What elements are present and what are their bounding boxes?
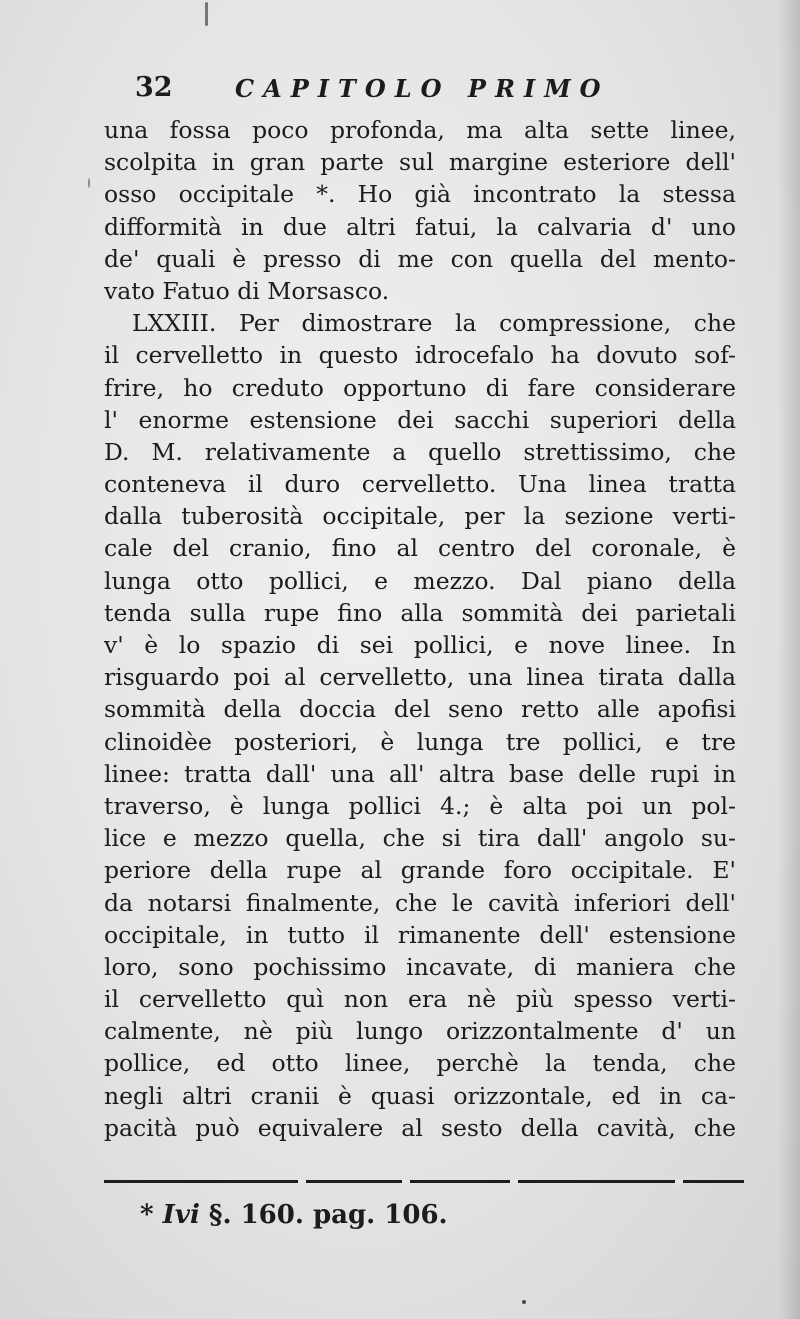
text-line: v' è lo spazio di sei pollici, e nove linee. In — [104, 631, 736, 659]
text-line: lunga otto pollici, e mezzo. Dal piano della — [104, 566, 736, 595]
paper-mark — [88, 178, 90, 188]
page-number: 32 — [135, 72, 173, 103]
text-line: osso occipitale *. Ho già incontrato la stessa — [104, 180, 736, 209]
text-line: linee: tratta dall' una all' altra base delle rupi in — [104, 759, 736, 788]
footnote-ref: Ivi — [162, 1200, 200, 1230]
text-line: lice e mezzo quella, che si tira dall' angolo su- — [104, 824, 736, 853]
text-line: cale del cranio, fino al centro del coronale, è — [104, 534, 736, 563]
text-line: risguardo poi al cervelletto, una linea tirata dalla — [104, 663, 736, 692]
paper-mark — [205, 2, 208, 26]
text-line: pollice, ed otto linee, perchè la tenda, che — [104, 1049, 736, 1078]
text-line: il cervelletto in questo idrocefalo ha dovuto sof- — [104, 341, 736, 370]
text-line: traverso, è lunga pollici 4.; è alta poi un pol- — [104, 791, 736, 820]
text-line: vato Fatuo di Morsasco. — [104, 276, 390, 305]
footnote — [140, 1200, 448, 1230]
text-line: scolpita in gran parte sul margine esteriore dell' — [104, 148, 736, 177]
text-line: D. M. relativamente a quello strettissimo, che — [104, 437, 736, 466]
page-header — [135, 72, 615, 112]
rule-gap — [675, 1179, 683, 1185]
rule-gap — [298, 1179, 306, 1185]
page-edge-shadow — [778, 0, 800, 1319]
text-line: periore della rupe al grande foro occipitale. E' — [104, 856, 736, 885]
text-line: sommità della doccia del seno retto alle apofisi — [104, 695, 736, 724]
running-head: CAPITOLO PRIMO — [235, 74, 610, 103]
text-line: da notarsi finalmente, che le cavità inferiori dell' — [104, 888, 736, 917]
text-line: il cervelletto quì non era nè più spesso verti- — [104, 985, 736, 1014]
text-line: tenda sulla rupe fino alla sommità dei parietali — [104, 598, 736, 627]
paragraph-start-line: LXXIII. Per dimostrare la compressione, che — [132, 309, 736, 338]
text-line: difformità in due altri fatui, la calvaria d' uno — [104, 212, 736, 241]
rule-gap — [510, 1179, 518, 1185]
text-line: pacità può equivalere al sesto della cavità, che — [104, 1113, 736, 1142]
text-line: occipitale, in tutto il rimanente dell' estensione — [104, 920, 736, 949]
text-line: loro, sono pochissimo incavate, di maniera che — [104, 952, 736, 981]
footnote-rule — [104, 1180, 744, 1183]
text-line: una fossa poco profonda, ma alta sette linee, — [104, 116, 736, 144]
text-line: negli altri cranii è quasi orizzontale, ed in ca- — [104, 1081, 736, 1110]
text-line: frire, ho creduto opportuno di fare considerare — [104, 373, 736, 402]
text-line: conteneva il duro cervelletto. Una linea tratta — [104, 470, 736, 499]
body-text — [104, 114, 736, 1144]
footnote-text: §. 160. pag. 106. — [208, 1200, 448, 1230]
paper-speck — [522, 1300, 526, 1304]
footnote-marker: * — [140, 1200, 154, 1230]
text-line: de' quali è presso di me con quella del mento- — [104, 244, 736, 273]
text-line: l' enorme estensione dei sacchi superiori della — [104, 405, 736, 434]
rule-gap — [402, 1179, 410, 1185]
text-line: clinoidèe posteriori, è lunga tre pollici, e tre — [104, 727, 736, 756]
text-line: dalla tuberosità occipitale, per la sezione verti- — [104, 502, 736, 531]
text-line: calmente, nè più lungo orizzontalmente d' un — [104, 1017, 736, 1046]
